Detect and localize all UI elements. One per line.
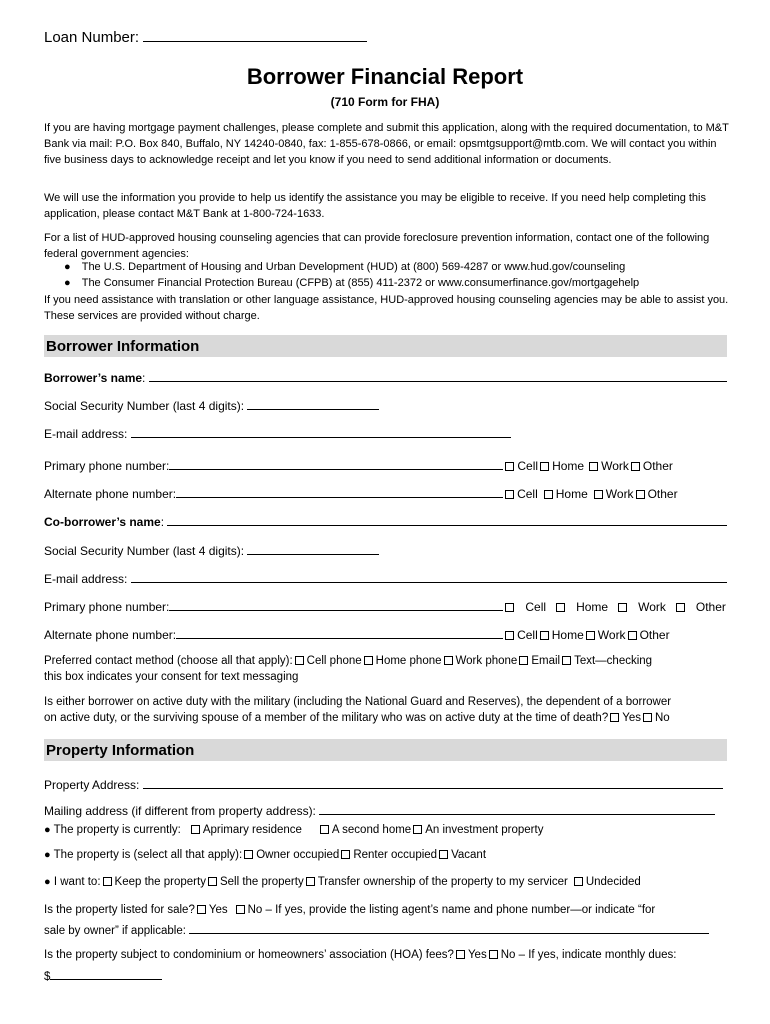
renter-occupied-checkbox[interactable] xyxy=(341,850,350,859)
cell-checkbox[interactable] xyxy=(505,603,514,612)
transfer-checkbox[interactable] xyxy=(306,877,315,886)
hoa-dues-field[interactable] xyxy=(50,967,162,980)
cell-label: Cell xyxy=(517,628,538,642)
hoa-yes-label: Yes xyxy=(467,949,487,961)
property-address-row xyxy=(44,776,723,792)
cell-phone-label: Cell phone xyxy=(306,655,362,667)
text-label: Text—checking xyxy=(574,655,653,667)
page-subtitle: (710 Form for FHA) xyxy=(330,95,440,109)
coborrower-ssn-field[interactable] xyxy=(247,542,379,555)
listing-agent-label: sale by owner” if applicable: xyxy=(44,925,186,937)
keep-checkbox[interactable] xyxy=(103,877,112,886)
borrower-name-label: Borrower’s name xyxy=(44,371,143,385)
colon: : xyxy=(160,515,165,529)
home-checkbox[interactable] xyxy=(540,631,549,640)
listed-no-label: No – If yes, provide the listing agent’s name and phone number—or indicate “for xyxy=(247,904,656,916)
mailing-address-field[interactable] xyxy=(319,802,715,815)
listing-agent-field[interactable] xyxy=(189,921,709,934)
email-contact-label: Email xyxy=(531,655,561,667)
undecided-label: Undecided xyxy=(585,876,641,888)
borrower-email-field[interactable] xyxy=(131,425,511,438)
renter-occupied-label: Renter occupied xyxy=(353,849,438,861)
borrower-section-header xyxy=(44,335,727,357)
transfer-label: Transfer ownership of the property to my servicer xyxy=(317,876,568,888)
military-no-checkbox[interactable] xyxy=(643,713,652,722)
colon: : xyxy=(142,371,146,385)
second-home-label: A second home xyxy=(331,824,412,836)
other-checkbox[interactable] xyxy=(676,603,685,612)
loan-number-label: Loan Number: xyxy=(44,29,140,46)
property-section-heading: Property Information xyxy=(46,742,195,759)
listing-agent-row xyxy=(44,921,709,937)
military-question-line-2 xyxy=(44,712,670,724)
owner-occupied-label: Owner occupied xyxy=(256,849,340,861)
home-label: Home xyxy=(552,459,585,473)
home-checkbox[interactable] xyxy=(556,603,565,612)
hoa-row xyxy=(44,949,677,961)
property-currently-row xyxy=(44,824,543,836)
property-address-field[interactable] xyxy=(143,776,723,789)
home-checkbox[interactable] xyxy=(544,490,553,499)
cell-checkbox[interactable] xyxy=(505,462,514,471)
bullet-1-text: The U.S. Department of Housing and Urban Development (HUD) at (800) 569-4287 or www.hud.gov/counseling xyxy=(81,261,626,273)
investment-label: An investment property xyxy=(425,824,544,836)
page-title: Borrower Financial Report xyxy=(246,64,524,89)
hoa-question: Is the property subject to condominium or homeowners’ association (HOA) fees? xyxy=(44,949,454,961)
intro-bullet-1 xyxy=(64,261,625,273)
alternate-phone-label: Alternate phone number: xyxy=(44,487,177,501)
loan-number-row xyxy=(44,26,367,46)
intro-paragraph-2: We will use the information you provide to help us identify the assistance you may be eligible to receive. If you need help completing this application, please contact M&T Bank at 1-800-724-1633. xyxy=(44,192,706,220)
bullet-icon: ● xyxy=(44,849,51,861)
work-phone-checkbox[interactable] xyxy=(444,656,453,665)
alternate-phone-label: Alternate phone number: xyxy=(44,628,177,642)
home-label: Home xyxy=(576,600,609,614)
work-label: Work xyxy=(605,487,634,501)
coborrower-email-row xyxy=(44,570,727,586)
sell-checkbox[interactable] xyxy=(208,877,217,886)
coborrower-name-label: Co-borrower’s name xyxy=(44,515,161,529)
other-label: Other xyxy=(642,459,673,473)
loan-number-field[interactable] xyxy=(143,26,367,42)
coborrower-ssn-row xyxy=(44,542,379,558)
hoa-no-label: No – If yes, indicate monthly dues: xyxy=(500,949,677,961)
primary-residence-checkbox[interactable] xyxy=(191,825,200,834)
home-phone-checkbox[interactable] xyxy=(364,656,373,665)
work-phone-label: Work phone xyxy=(455,655,518,667)
primary-phone-label: Primary phone number: xyxy=(44,459,170,473)
cell-checkbox[interactable] xyxy=(505,631,514,640)
other-label: Other xyxy=(639,628,670,642)
keep-label: Keep the property xyxy=(114,876,206,888)
bullet-2-text: The Consumer Financial Protection Bureau (CFPB) at (855) 411-2372 or www.consumerfinance.gov/mortgagehelp xyxy=(81,277,640,289)
home-checkbox[interactable] xyxy=(540,462,549,471)
other-label: Other xyxy=(695,600,726,614)
bullet-icon: ● xyxy=(44,824,51,836)
borrower-name-field[interactable] xyxy=(149,369,727,382)
bullet-icon: ● xyxy=(44,876,51,888)
military-question-line-1: Is either borrower on active duty with the military (including the National Guard and Reserves), the dependent of a borrower xyxy=(44,696,672,708)
vacant-label: Vacant xyxy=(451,849,487,861)
dollar-sign: $ xyxy=(44,971,51,983)
borrower-name-row xyxy=(44,369,727,385)
no-label: No xyxy=(654,712,670,724)
property-intent-row xyxy=(44,876,641,888)
bullet-icon: ● xyxy=(64,277,71,289)
listed-for-sale-row xyxy=(44,904,655,916)
preferred-contact-row xyxy=(44,655,652,667)
borrower-primary-phone-row xyxy=(44,457,673,473)
intro-paragraph-1: If you are having mortgage payment challenges, please complete and submit this application, along with the required documentation, to M&T Bank via mail: P.O. Box 840, Buffalo, NY 14240-0840, fax: 1-855-678-0866, or email: opsmtgsupport@mtb.com. We will contact you within five business days to acknowledge receipt and let you know if you need to send additional information or documents. xyxy=(44,122,729,166)
text-checkbox[interactable] xyxy=(562,656,571,665)
military-yes-checkbox[interactable] xyxy=(610,713,619,722)
alternate-phone-field[interactable] xyxy=(176,485,503,498)
other-label: Other xyxy=(647,487,678,501)
listed-no-checkbox[interactable] xyxy=(236,905,245,914)
coborrower-alternate-phone-row xyxy=(44,626,670,642)
undecided-checkbox[interactable] xyxy=(574,877,583,886)
work-checkbox[interactable] xyxy=(618,603,627,612)
cell-label: Cell xyxy=(517,487,538,501)
hoa-yes-checkbox[interactable] xyxy=(456,950,465,959)
cell-label: Cell xyxy=(525,600,547,614)
military-question-text: on active duty, or the surviving spouse of a member of the military who was on active duty at the time of death? xyxy=(44,712,609,724)
work-label: Work xyxy=(638,600,666,614)
primary-phone-label: Primary phone number: xyxy=(44,600,170,614)
other-checkbox[interactable] xyxy=(628,631,637,640)
listed-question: Is the property listed for sale? xyxy=(44,904,195,916)
other-checkbox[interactable] xyxy=(631,462,640,471)
preferred-contact-label: Preferred contact method (choose all that apply): xyxy=(44,655,293,667)
other-checkbox[interactable] xyxy=(636,490,645,499)
occupancy-label: The property is (select all that apply): xyxy=(53,849,243,861)
work-checkbox[interactable] xyxy=(594,490,603,499)
hoa-dues-row xyxy=(44,967,162,983)
email-label: E-mail address: xyxy=(44,427,128,441)
coborrower-name-row xyxy=(44,513,727,529)
mailing-address-row xyxy=(44,802,715,818)
ssn-label: Social Security Number (last 4 digits): xyxy=(44,399,245,413)
property-occupancy-row xyxy=(44,849,486,861)
intro-paragraph-4: If you need assistance with translation or other language assistance, HUD-approved housing counseling agencies may be able to assist you. These services are provided without charge. xyxy=(44,294,729,322)
borrower-ssn-row xyxy=(44,397,379,413)
listed-yes-checkbox[interactable] xyxy=(197,905,206,914)
property-address-label: Property Address: xyxy=(44,778,140,792)
home-label: Home xyxy=(551,628,584,642)
hoa-no-checkbox[interactable] xyxy=(489,950,498,959)
primary-residence-label: Aprimary residence xyxy=(202,824,302,836)
cell-checkbox[interactable] xyxy=(505,490,514,499)
borrower-email-row xyxy=(44,425,511,441)
intro-bullet-2 xyxy=(64,277,639,289)
work-checkbox[interactable] xyxy=(586,631,595,640)
owner-occupied-checkbox[interactable] xyxy=(244,850,253,859)
cell-phone-checkbox[interactable] xyxy=(295,656,304,665)
home-label: Home xyxy=(555,487,588,501)
currently-label: The property is currently: xyxy=(53,824,181,836)
alternate-phone-field[interactable] xyxy=(176,626,503,639)
primary-phone-field[interactable] xyxy=(169,598,503,611)
coborrower-name-field[interactable] xyxy=(167,513,727,526)
yes-label: Yes xyxy=(622,712,641,724)
listed-yes-label: Yes xyxy=(208,904,228,916)
ssn-label: Social Security Number (last 4 digits): xyxy=(44,544,245,558)
second-home-checkbox[interactable] xyxy=(320,825,329,834)
property-section-header xyxy=(44,739,727,761)
borrower-alternate-phone-row xyxy=(44,485,678,501)
investment-checkbox[interactable] xyxy=(413,825,422,834)
bullet-icon: ● xyxy=(64,261,71,273)
email-checkbox[interactable] xyxy=(519,656,528,665)
work-label: Work xyxy=(597,628,626,642)
want-to-label: I want to: xyxy=(53,876,101,888)
home-phone-label: Home phone xyxy=(375,655,442,667)
coborrower-email-field[interactable] xyxy=(131,570,727,583)
borrower-ssn-field[interactable] xyxy=(247,397,379,410)
text-consent-note: this box indicates your consent for text messaging xyxy=(44,671,299,683)
work-label: Work xyxy=(601,459,629,473)
intro-paragraph-3: For a list of HUD-approved housing counseling agencies that can provide foreclosure prevention information, contact one of the following federal government agencies: xyxy=(44,232,710,260)
mailing-address-label: Mailing address (if different from property address): xyxy=(44,804,316,818)
email-label: E-mail address: xyxy=(44,572,128,586)
vacant-checkbox[interactable] xyxy=(439,850,448,859)
borrower-section-heading: Borrower Information xyxy=(46,338,200,355)
coborrower-primary-phone-row xyxy=(44,598,726,614)
work-checkbox[interactable] xyxy=(589,462,598,471)
primary-phone-field[interactable] xyxy=(169,457,503,470)
cell-label: Cell xyxy=(517,459,539,473)
sell-label: Sell the property xyxy=(219,876,304,888)
